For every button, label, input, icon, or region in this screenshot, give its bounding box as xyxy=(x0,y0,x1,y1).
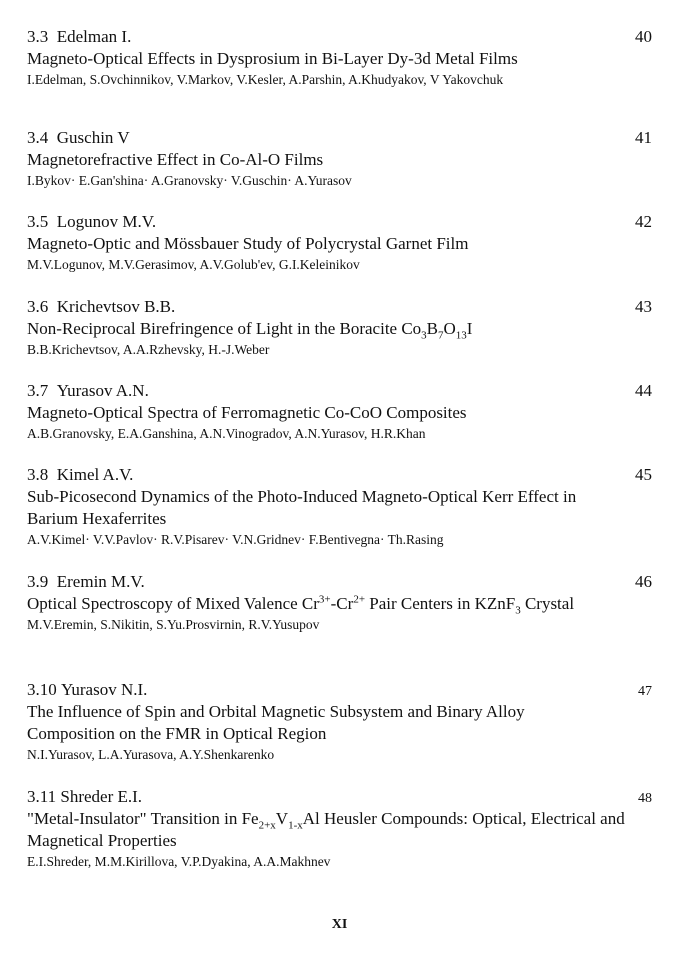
entry-title: The Influence of Spin and Orbital Magnetic Subsystem and Binary Alloy Composition on the FMR in Optical Region xyxy=(27,702,525,743)
toc-entry xyxy=(27,787,652,870)
title-text: Al Heusler Compounds: Optical, Electrical and Magnetical Properties xyxy=(27,809,625,850)
entry-number: 3.9 xyxy=(27,572,49,591)
entry-number: 3.4 xyxy=(27,128,49,147)
entry-authors: E.I.Shreder, M.M.Kirillova, V.P.Dyakina, A.A.Makhnev xyxy=(27,854,331,869)
entry-authors: I.Bykov· E.Gan'shina· A.Granovsky· V.Guschin· A.Yurasov xyxy=(27,173,352,188)
entry-speaker: Guschin V xyxy=(56,128,130,147)
entry-title xyxy=(27,808,627,852)
entry-speaker: Shreder E.I. xyxy=(60,787,143,806)
entry-heading xyxy=(27,27,652,46)
title-subscript: 2+x xyxy=(258,819,276,832)
title-text: Crystal xyxy=(520,594,575,613)
title-subscript: 3 xyxy=(421,329,427,342)
entry-page-number: 46 xyxy=(635,572,652,591)
toc-entry xyxy=(27,680,652,763)
entry-number: 3.8 xyxy=(27,465,49,484)
title-text: -Cr xyxy=(330,594,354,613)
entry-title: Sub-Picosecond Dynamics of the Photo-Induced Magneto-Optical Kerr Effect in Barium Hexaferrites xyxy=(27,487,577,528)
title-text: O xyxy=(443,319,456,338)
entry-page-number: 42 xyxy=(635,212,652,231)
entry-number: 3.5 xyxy=(27,212,49,231)
entry-speaker: Logunov M.V. xyxy=(56,212,157,231)
title-text: "Metal-Insulator" Transition in Fe xyxy=(27,809,259,828)
entry-title xyxy=(27,318,652,340)
toc-entry xyxy=(27,572,652,633)
entry-title: Magneto-Optic and Mössbauer Study of Polycrystal Garnet Film xyxy=(27,234,469,253)
entry-title: Magnetorefractive Effect in Co-Al-O Films xyxy=(27,150,324,169)
entry-heading xyxy=(27,787,652,806)
entry-speaker: Yurasov N.I. xyxy=(61,680,148,699)
entry-page-number: 43 xyxy=(635,297,652,316)
title-subscript: 1-x xyxy=(288,819,303,832)
entry-page-number: 44 xyxy=(635,381,652,400)
title-text: Non-Reciprocal Birefringence of Light in the Boracite Co xyxy=(27,319,422,338)
entry-authors: B.B.Krichevtsov, A.A.Rzhevsky, H.-J.Weber xyxy=(27,342,270,357)
entry-speaker: Kimel A.V. xyxy=(56,465,134,484)
toc-entry xyxy=(27,465,652,548)
entry-speaker: Eremin M.V. xyxy=(56,572,145,591)
toc-entry xyxy=(27,212,652,273)
entry-heading xyxy=(27,212,652,231)
entry-heading xyxy=(27,572,652,591)
entry-speaker: Edelman I. xyxy=(56,27,132,46)
entry-authors: A.V.Kimel· V.V.Pavlov· R.V.Pisarev· V.N.Gridnev· F.Bentivegna· Th.Rasing xyxy=(27,532,444,547)
title-subscript: 13 xyxy=(455,329,467,342)
title-subscript: 7 xyxy=(438,329,444,342)
entry-heading xyxy=(27,465,652,484)
title-text: V xyxy=(275,809,289,828)
entry-authors: M.V.Eremin, S.Nikitin, S.Yu.Prosvirnin, R.V.Yusupov xyxy=(27,617,320,632)
entry-authors: N.I.Yurasov, L.A.Yurasova, A.Y.Shenkarenko xyxy=(27,747,275,762)
title-text: Pair Centers in KZnF xyxy=(365,594,516,613)
entry-number: 3.11 xyxy=(27,787,57,806)
entry-number: 3.6 xyxy=(27,297,49,316)
entry-heading xyxy=(27,297,652,316)
entry-speaker: Yurasov A.N. xyxy=(56,381,149,400)
entry-title: Magneto-Optical Spectra of Ferromagnetic Co-CoO Composites xyxy=(27,403,467,422)
entry-page-number: 48 xyxy=(638,791,652,806)
entry-speaker: Krichevtsov B.B. xyxy=(56,297,176,316)
entry-authors: M.V.Logunov, M.V.Gerasimov, A.V.Golub'ev, G.I.Keleinikov xyxy=(27,257,360,272)
entry-number: 3.10 xyxy=(27,680,57,699)
entry-page-number: 47 xyxy=(638,684,652,699)
title-subscript: 3 xyxy=(515,604,521,617)
entry-page-number: 41 xyxy=(635,128,652,147)
title-text: I xyxy=(466,319,473,338)
entry-heading xyxy=(27,680,652,699)
title-superscript: 2+ xyxy=(353,593,366,606)
entry-number: 3.7 xyxy=(27,381,49,400)
title-text: Optical Spectroscopy of Mixed Valence Cr xyxy=(27,594,319,613)
toc-entry xyxy=(27,297,652,358)
entry-title xyxy=(27,593,607,615)
entry-number: 3.3 xyxy=(27,27,49,46)
toc-entry xyxy=(27,128,652,189)
entry-page-number: 45 xyxy=(635,465,652,484)
entry-title: Magneto-Optical Effects in Dysprosium in Bi-Layer Dy-3d Metal Films xyxy=(27,49,518,68)
entry-authors: I.Edelman, S.Ovchinnikov, V.Markov, V.Kesler, A.Parshin, A.Khudyakov, V Yakovchuk xyxy=(27,72,504,87)
entry-heading xyxy=(27,128,652,147)
page-folio: XI xyxy=(331,917,348,932)
entry-authors: A.B.Granovsky, E.A.Ganshina, A.N.Vinogradov, A.N.Yurasov, H.R.Khan xyxy=(27,426,426,441)
entry-heading xyxy=(27,381,652,400)
title-superscript: 3+ xyxy=(318,593,331,606)
toc-entry xyxy=(27,27,652,88)
toc-entry xyxy=(27,381,652,442)
entry-page-number: 40 xyxy=(635,27,652,46)
title-text: B xyxy=(426,319,439,338)
